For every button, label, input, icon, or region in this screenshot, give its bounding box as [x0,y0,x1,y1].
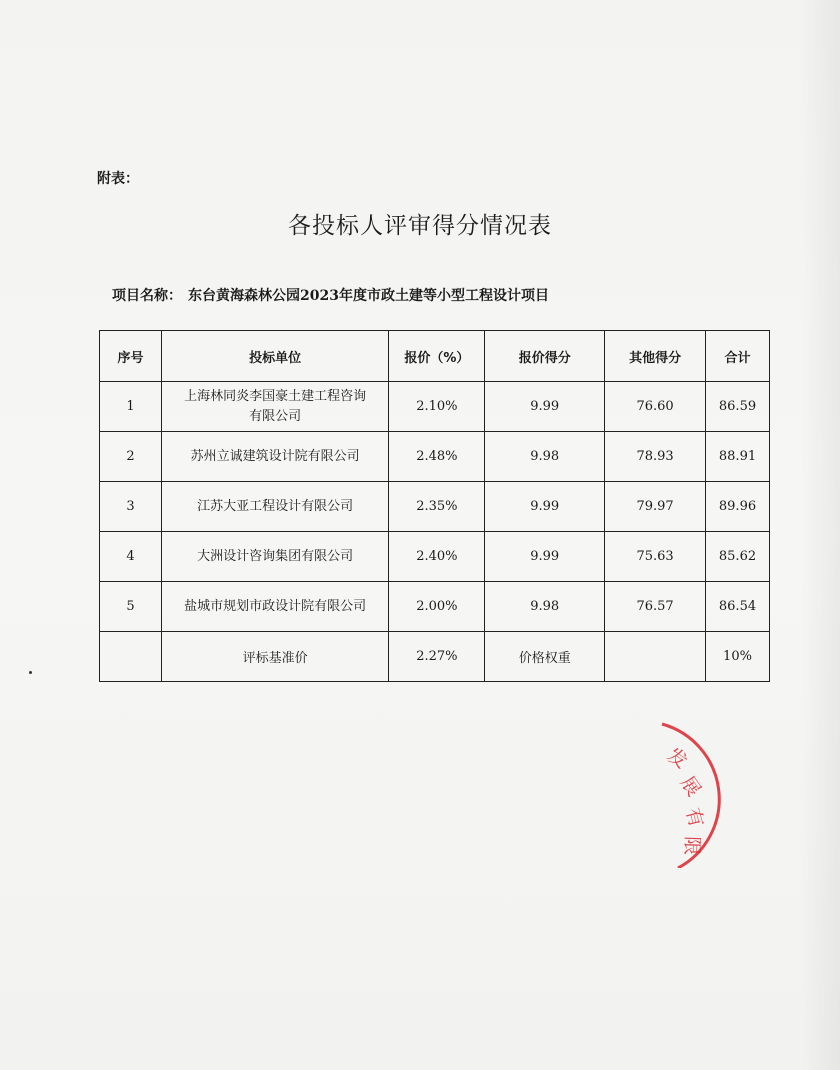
cell-index: 2 [100,432,162,482]
cell-empty [605,632,706,682]
svg-text:展: 展 [675,772,705,801]
cell-index: 1 [100,382,162,432]
cell-quote-score: 9.99 [485,532,605,582]
score-table [99,330,770,682]
cell-other-score: 78.93 [605,432,706,482]
cell-quote-pct: 2.35% [389,482,485,532]
unit-line: 上海林同炎李国豪土建工程咨询 [184,388,367,404]
cell-other-score: 79.97 [605,482,706,532]
header-quote-pct: 报价（%） [389,331,485,382]
svg-text:限: 限 [680,835,703,856]
seal-icon [648,718,768,868]
table-footer-row [100,632,770,682]
cell-unit: 盐城市规划市政设计院有限公司 [161,582,389,632]
cell-quote-score: 9.98 [485,432,605,482]
cell-total: 86.59 [706,382,770,432]
cell-other-score: 76.57 [605,582,706,632]
cell-other-score: 75.63 [605,532,706,582]
table-row [100,382,770,432]
cell-total: 89.96 [706,482,770,532]
cell-index: 5 [100,582,162,632]
cell-quote-score: 9.99 [485,382,605,432]
project-label: 项目名称： [112,288,182,304]
svg-text:发: 发 [663,744,692,774]
benchmark-label: 评标基准价 [161,632,389,682]
cell-index: 3 [100,482,162,532]
scan-speck [29,671,32,674]
cell-index: 4 [100,532,162,582]
cell-total: 86.54 [706,582,770,632]
cell-unit: 江苏大亚工程设计有限公司 [161,482,389,532]
header-quote-score: 报价得分 [485,331,605,382]
project-name: 东台黄海森林公园2023年度市政土建等小型工程设计项目 [188,288,549,304]
table-row [100,432,770,482]
unit-line: 有限公司 [249,408,302,424]
attachment-label: 附表： [97,171,139,187]
table-row [100,582,770,632]
cell-total: 88.91 [706,432,770,482]
page-edge-shadow [800,0,840,1070]
weight-label: 价格权重 [485,632,605,682]
header-other-score: 其他得分 [605,331,706,382]
cell-unit: 大洲设计咨询集团有限公司 [161,532,389,582]
document-title: 各投标人评审得分情况表 [288,213,552,239]
project-line [112,285,549,305]
svg-text:有: 有 [681,805,708,830]
header-total: 合计 [706,331,770,382]
cell-unit [161,382,389,432]
cell-quote-pct: 2.40% [389,532,485,582]
header-unit: 投标单位 [161,331,389,382]
benchmark-value: 2.27% [389,632,485,682]
table-row [100,482,770,532]
cell-other-score: 76.60 [605,382,706,432]
header-index: 序号 [100,331,162,382]
cell-unit: 苏州立诚建筑设计院有限公司 [161,432,389,482]
red-seal-stamp [648,718,768,868]
cell-empty [100,632,162,682]
weight-value: 10% [706,632,770,682]
cell-total: 85.62 [706,532,770,582]
cell-quote-pct: 2.10% [389,382,485,432]
cell-quote-score: 9.99 [485,482,605,532]
table-row [100,532,770,582]
cell-quote-pct: 2.48% [389,432,485,482]
table-header-row [100,331,770,382]
cell-quote-pct: 2.00% [389,582,485,632]
cell-quote-score: 9.98 [485,582,605,632]
